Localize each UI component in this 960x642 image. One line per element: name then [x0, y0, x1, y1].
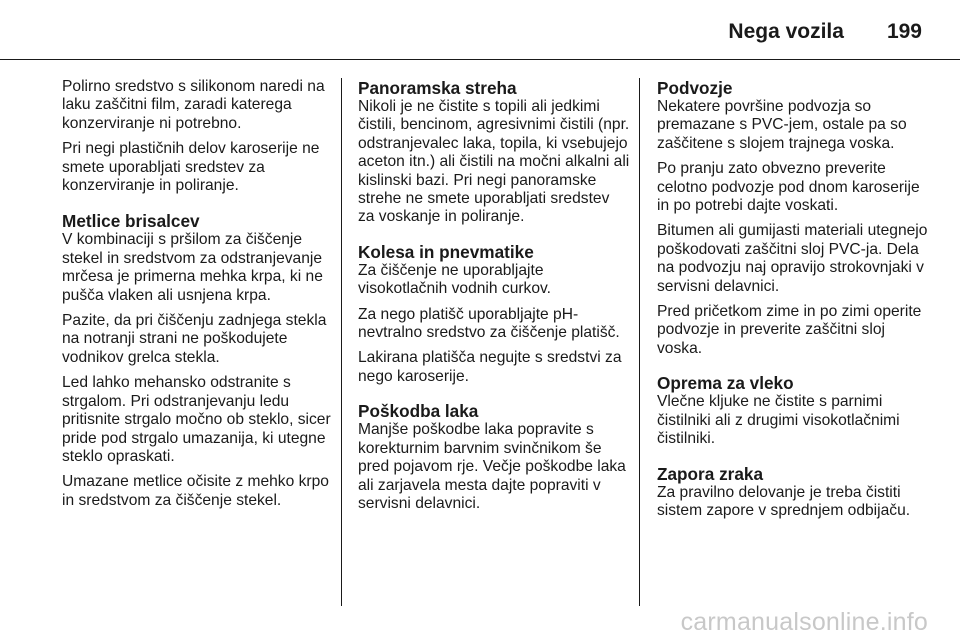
- paragraph: Bitumen ali gumijasti materiali utegnejo poškodovati zaščitni sloj PVC-ja. Dela na podvozju naj opravijo strokovnjaki v servisni delavnici.: [657, 222, 928, 295]
- paragraph: Manjše poškodbe laka popravite s korekturnim barvnim svinčnikom še pred pojavom rje. Večje poškodbe laka ali zarjavela mesta dajte popraviti v servisni delavnici.: [358, 421, 626, 512]
- paragraph: Pazite, da pri čiščenju zadnjega stekla na notranji strani ne poškodujete vodnikov grelca stekla.: [62, 312, 327, 366]
- section-panoramska-streha: [358, 78, 630, 227]
- paragraph: Pred pričetkom zime in po zimi operite podvozje in preverite zaščitni sloj voska.: [657, 303, 922, 357]
- paragraph: V kombinaciji s pršilom za čiščenje stekel in sredstvom za odstranjevanje mrčesa je primerna mehka krpa, ki ne pušča vlaken ali usnjena krpa.: [62, 231, 323, 304]
- paragraph: Vlečne kljuke ne čistite s parnimi čistilniki ali z drugimi visokotlačnimi čistilniki.: [657, 393, 900, 448]
- section-metlice-brisalcev: [62, 211, 334, 510]
- paragraph: Umazane metlice očisite z mehko krpo in sredstvom za čiščenje stekel.: [62, 473, 329, 509]
- paragraph: Lakirana platišča negujte s sredstvi za nego karoserije.: [358, 349, 622, 385]
- section-podvozje: [657, 78, 929, 358]
- paragraph: Za nego platišč uporabljajte pH-nevtralno sredstvo za čiščenje platišč.: [358, 305, 620, 342]
- section-heading: Poškodba laka: [358, 401, 479, 422]
- page-header: [728, 20, 922, 44]
- column-2: [358, 78, 630, 520]
- paragraph: Za čiščenje ne uporabljajte visokotlačnih vodnih curkov.: [358, 261, 551, 298]
- paragraph: Nikoli je ne čistite s topili ali jedkimi čistili, bencinom, agresivnimi čistili (npr. odstranjevalec laka, topila, ki vsebujejo aceton itn.) ali čistili na močni alkalni ali kislinski bazi. Pri negi panoramske strehe ne smete uporabljati sredstev za voskanje in poliranje.: [358, 98, 630, 226]
- section-heading: Zapora zraka: [657, 463, 764, 484]
- section-heading: Podvozje: [657, 78, 733, 98]
- section-kolesa-in-pnevmatike: [358, 242, 630, 386]
- header-rule: [0, 59, 960, 60]
- paragraph: Pri negi plastičnih delov karoserije ne smete uporabljati sredstev za konzerviranje in poliranje.: [62, 140, 320, 195]
- page-title: Nega vozila: [728, 20, 844, 43]
- column-3: [657, 78, 929, 527]
- column-divider: [341, 78, 342, 606]
- paragraph: Led lahko mehansko odstranite s strgalom. Pri odstranjevanju ledu pritisnite strgalo močno ob steklo, sicer pride pod strgalo umazanija, ki utegne steklo opraskati.: [62, 374, 331, 465]
- section-poskodba-laka: [358, 401, 630, 513]
- column-divider: [639, 78, 640, 606]
- section-heading: Oprema za vleko: [657, 373, 794, 394]
- paragraph: Nekatere površine podvozja so premazane s PVC-jem, ostale pa so zaščitene s slojem trajnega voska.: [657, 98, 907, 152]
- watermark: carmanualsonline.info: [680, 608, 928, 636]
- paragraph: Po pranju zato obvezno preverite celotno podvozje pod dnom karoserije in po potrebi dajte voskati.: [657, 160, 920, 215]
- section-heading: Kolesa in pnevmatike: [358, 241, 534, 262]
- section-oprema-za-vleko: [657, 373, 929, 448]
- page-number: 199: [886, 20, 922, 43]
- paragraph: Polirno sredstvo s silikonom naredi na laku zaščitni film, zaradi katerega konzerviranje ni potrebno.: [62, 78, 325, 132]
- section-heading: Panoramska streha: [358, 78, 517, 98]
- section-zapora-zraka: [657, 464, 929, 521]
- section-intro: [62, 78, 334, 195]
- column-1: [62, 78, 334, 517]
- paragraph: Za pravilno delovanje je treba čistiti sistem zapore v sprednjem odbijaču.: [657, 483, 911, 519]
- section-heading: Metlice brisalcev: [62, 211, 200, 232]
